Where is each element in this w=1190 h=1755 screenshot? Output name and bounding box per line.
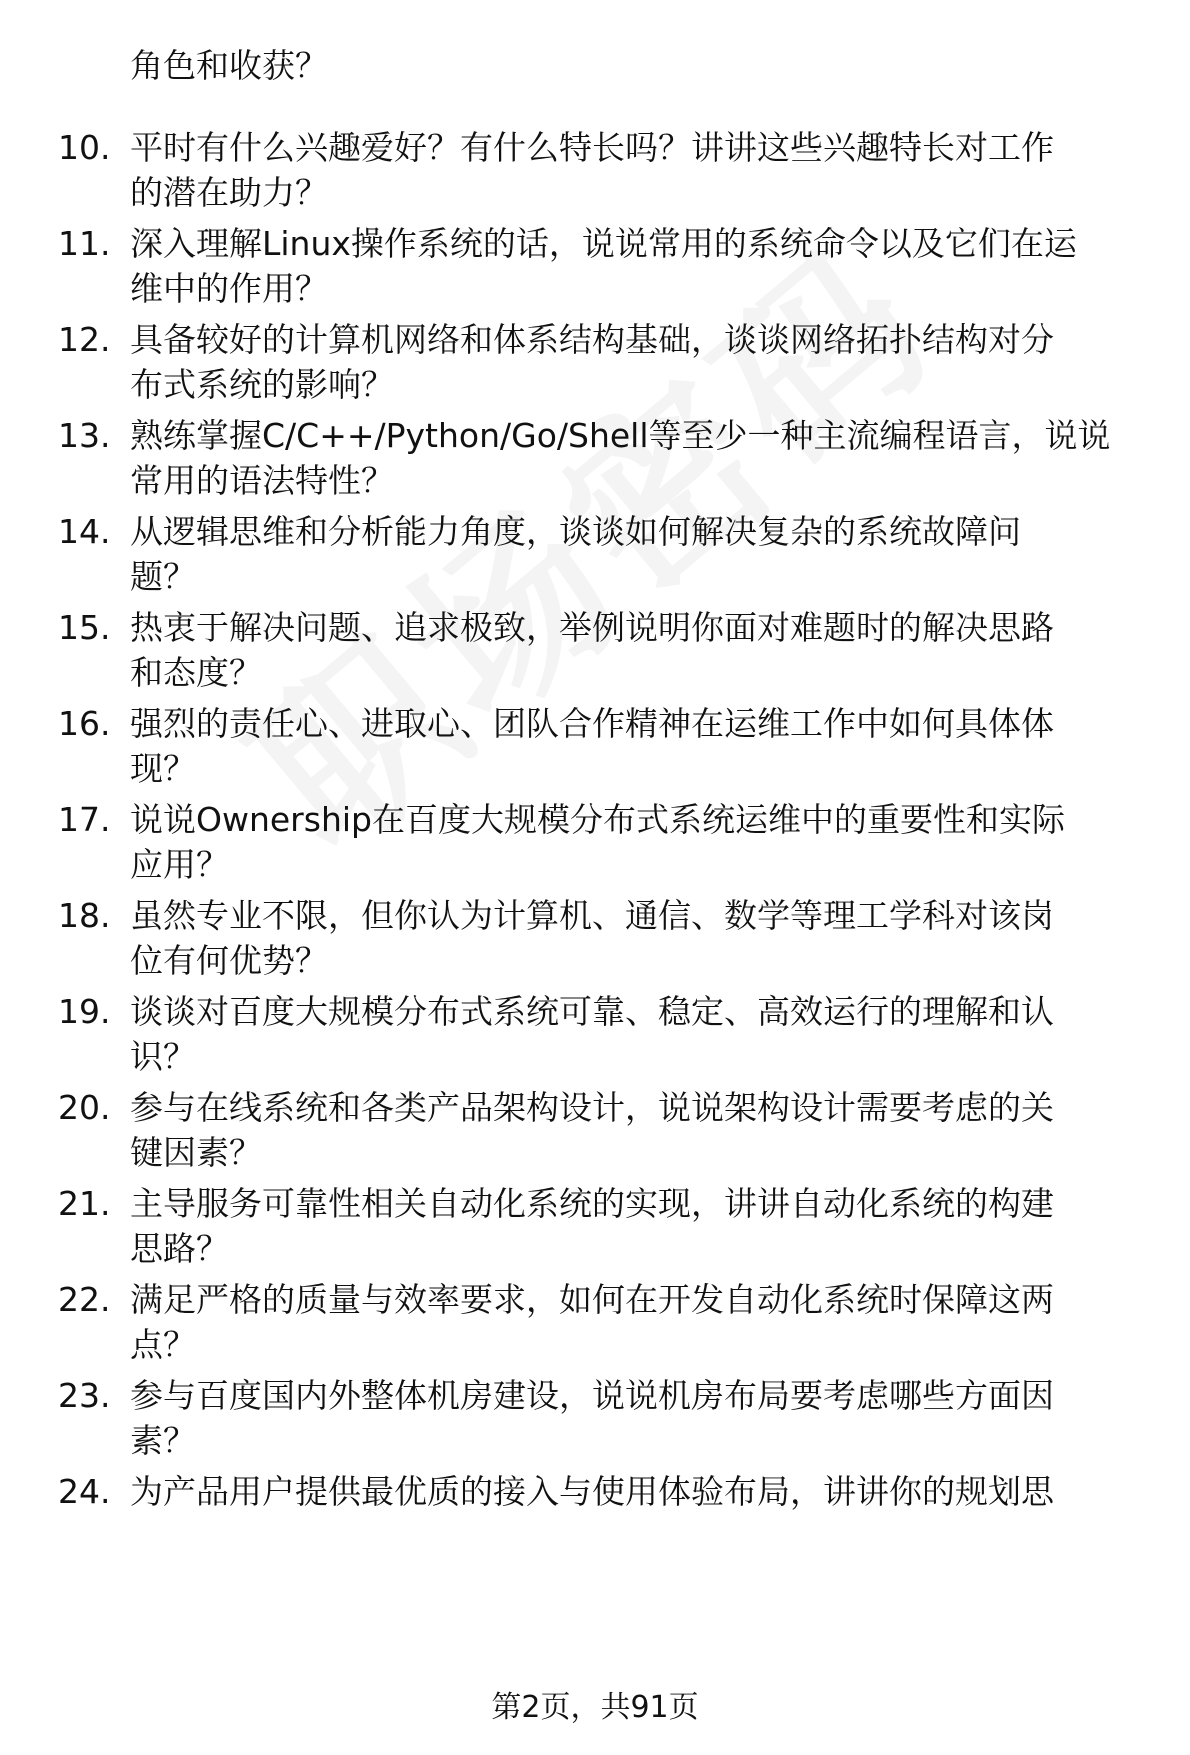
item-number: 13.	[58, 416, 111, 455]
item-text-line: 的潜在助力？	[130, 173, 328, 212]
list-item	[0, 991, 1190, 1081]
item-text-line: 常用的语法特性？	[130, 461, 394, 500]
item-text-line: 深入理解Linux操作系统的话，说说常用的系统命令以及它们在运	[130, 224, 1077, 263]
item-number: 10.	[58, 128, 111, 167]
list-item	[0, 127, 1190, 217]
list-item	[0, 511, 1190, 601]
item-text-line: 谈谈对百度大规模分布式系统可靠、稳定、高效运行的理解和认	[130, 992, 1054, 1031]
item-number: 12.	[58, 320, 111, 359]
list-item	[0, 607, 1190, 697]
item-number: 24.	[58, 1472, 111, 1511]
item-text-line: 维中的作用？	[130, 269, 328, 308]
item-number: 20.	[58, 1088, 111, 1127]
item-text-line: 主导服务可靠性相关自动化系统的实现，讲讲自动化系统的构建	[130, 1184, 1054, 1223]
item-number: 18.	[58, 896, 111, 935]
continuation-line: 角色和收获？	[130, 46, 328, 85]
item-text-line: 为产品用户提供最优质的接入与使用体验布局，讲讲你的规划思	[130, 1472, 1054, 1511]
list-item	[0, 1183, 1190, 1273]
item-text-line: 平时有什么兴趣爱好？有什么特长吗？讲讲这些兴趣特长对工作	[130, 128, 1054, 167]
item-number: 11.	[58, 224, 111, 263]
item-text-line: 满足严格的质量与效率要求，如何在开发自动化系统时保障这两	[130, 1280, 1054, 1319]
item-text-line: 虽然专业不限，但你认为计算机、通信、数学等理工学科对该岗	[130, 896, 1054, 935]
item-number: 21.	[58, 1184, 111, 1223]
item-text-line: 热衷于解决问题、追求极致，举例说明你面对难题时的解决思路	[130, 608, 1054, 647]
item-text-line: 具备较好的计算机网络和体系结构基础，谈谈网络拓扑结构对分	[130, 320, 1054, 359]
item-number: 14.	[58, 512, 111, 551]
item-text-line: 位有何优势？	[130, 941, 328, 980]
item-text-line: 现？	[130, 749, 196, 788]
item-number: 19.	[58, 992, 111, 1031]
item-text-line: 参与在线系统和各类产品架构设计，说说架构设计需要考虑的关	[130, 1088, 1054, 1127]
item-number: 22.	[58, 1280, 111, 1319]
item-number: 23.	[58, 1376, 111, 1415]
item-text-line: 思路？	[130, 1229, 229, 1268]
item-text-line: 点？	[130, 1325, 196, 1364]
item-text-line: 强烈的责任心、进取心、团队合作精神在运维工作中如何具体体	[130, 704, 1054, 743]
item-text-line: 键因素？	[130, 1133, 262, 1172]
list-item	[0, 703, 1190, 793]
item-number: 17.	[58, 800, 111, 839]
item-text-line: 题？	[130, 557, 196, 596]
item-text-line: 熟练掌握C/C++/Python/Go/Shell等至少一种主流编程语言，说说	[130, 416, 1111, 455]
list-item	[0, 1087, 1190, 1177]
list-item	[0, 1471, 1190, 1561]
list-item	[0, 1375, 1190, 1465]
list-item	[0, 223, 1190, 313]
item-number: 16.	[58, 704, 111, 743]
item-text-line: 从逻辑思维和分析能力角度，谈谈如何解决复杂的系统故障问	[130, 512, 1021, 551]
list-item	[0, 799, 1190, 889]
item-text-line: 参与百度国内外整体机房建设，说说机房布局要考虑哪些方面因	[130, 1376, 1054, 1415]
item-text-line: 素？	[130, 1421, 196, 1460]
list-item	[0, 319, 1190, 409]
item-text-line: 说说Ownership在百度大规模分布式系统运维中的重要性和实际	[130, 800, 1065, 839]
list-item	[0, 1279, 1190, 1369]
item-number: 15.	[58, 608, 111, 647]
item-text-line: 布式系统的影响？	[130, 365, 394, 404]
list-item	[0, 415, 1190, 505]
item-text-line: 识？	[130, 1037, 196, 1076]
item-text-line: 和态度？	[130, 653, 262, 692]
item-text-line: 应用？	[130, 845, 229, 884]
list-item	[0, 895, 1190, 985]
page-number-footer: 第2页，共91页	[491, 1690, 699, 1725]
